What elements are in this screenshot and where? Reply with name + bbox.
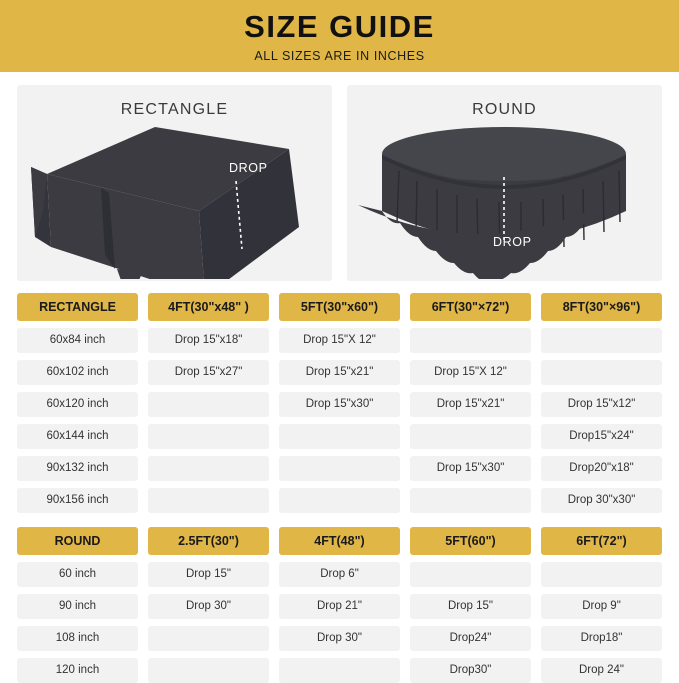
table-cell: Drop15"x24"	[541, 424, 662, 449]
table-cell	[279, 658, 400, 683]
table-cell	[279, 488, 400, 513]
rectangle-tablecloth-icon	[17, 119, 332, 279]
rectangle-panel-title: RECTANGLE	[120, 101, 229, 118]
table-cell	[148, 392, 269, 417]
table-cell: Drop 15"x30"	[410, 456, 531, 481]
table-cell: 108 inch	[17, 626, 138, 651]
table-cell: Drop20"x18"	[541, 456, 662, 481]
table-cell	[148, 658, 269, 683]
table-cell	[541, 360, 662, 385]
table-cell: Drop 15"x30"	[279, 392, 400, 417]
page-subtitle: ALL SIZES ARE IN INCHES	[254, 48, 425, 63]
table-cell	[541, 328, 662, 353]
page-title: SIZE GUIDE	[244, 9, 435, 45]
table-cell	[148, 626, 269, 651]
round-size-table	[17, 527, 662, 683]
table-cell: 60x144 inch	[17, 424, 138, 449]
rectangle-illustration-panel	[17, 85, 332, 281]
table-cell: 120 inch	[17, 658, 138, 683]
table-cell: 60x84 inch	[17, 328, 138, 353]
page-header	[0, 0, 679, 72]
round-tablecloth-icon	[347, 119, 662, 279]
table-cell: 90x132 inch	[17, 456, 138, 481]
table-cell	[148, 456, 269, 481]
table-cell: Drop24"	[410, 626, 531, 651]
table-cell: Drop 30"x30"	[541, 488, 662, 513]
table-header-cell: 5FT(30"x60")	[279, 293, 400, 321]
table-cell	[279, 424, 400, 449]
table-header-cell: 6FT(72")	[541, 527, 662, 555]
table-cell	[541, 562, 662, 587]
table-cell: Drop30"	[410, 658, 531, 683]
table-cell: Drop 21"	[279, 594, 400, 619]
table-cell: 60x102 inch	[17, 360, 138, 385]
table-cell: 60x120 inch	[17, 392, 138, 417]
table-cell: Drop 9"	[541, 594, 662, 619]
round-drop-label: DROP	[493, 235, 532, 249]
rectangle-drop-label: DROP	[229, 161, 268, 175]
table-cell: 60 inch	[17, 562, 138, 587]
table-cell: Drop 15"	[410, 594, 531, 619]
table-cell	[279, 456, 400, 481]
round-illustration-panel	[347, 85, 662, 281]
table-cell: Drop 15"X 12"	[279, 328, 400, 353]
table-cell	[410, 562, 531, 587]
rectangle-size-table	[17, 293, 662, 513]
table-cell: Drop 15"x12"	[541, 392, 662, 417]
table-header-cell: ROUND	[17, 527, 138, 555]
table-cell	[410, 424, 531, 449]
table-header-cell: 6FT(30"×72")	[410, 293, 531, 321]
table-cell: Drop 15"x21"	[410, 392, 531, 417]
table-cell: Drop 6"	[279, 562, 400, 587]
table-cell: 90x156 inch	[17, 488, 138, 513]
table-cell	[148, 488, 269, 513]
table-cell: Drop 24"	[541, 658, 662, 683]
table-header-cell: 4FT(48")	[279, 527, 400, 555]
table-cell: 90 inch	[17, 594, 138, 619]
table-separator	[17, 513, 662, 527]
table-header-cell: RECTANGLE	[17, 293, 138, 321]
table-cell	[148, 424, 269, 449]
table-cell: Drop 15"	[148, 562, 269, 587]
table-header-cell: 2.5FT(30")	[148, 527, 269, 555]
table-cell: Drop 30"	[148, 594, 269, 619]
table-cell: Drop 15"X 12"	[410, 360, 531, 385]
table-cell: Drop 15"x27"	[148, 360, 269, 385]
illustration-panels	[0, 72, 679, 281]
table-cell: Drop 15"x18"	[148, 328, 269, 353]
table-header-cell: 4FT(30"x48" )	[148, 293, 269, 321]
table-cell: Drop18"	[541, 626, 662, 651]
size-tables	[0, 281, 679, 683]
round-panel-title: ROUND	[472, 101, 537, 118]
table-header-cell: 5FT(60")	[410, 527, 531, 555]
table-header-cell: 8FT(30"×96")	[541, 293, 662, 321]
table-cell: Drop 30"	[279, 626, 400, 651]
table-cell	[410, 328, 531, 353]
table-cell: Drop 15"x21"	[279, 360, 400, 385]
table-cell	[410, 488, 531, 513]
